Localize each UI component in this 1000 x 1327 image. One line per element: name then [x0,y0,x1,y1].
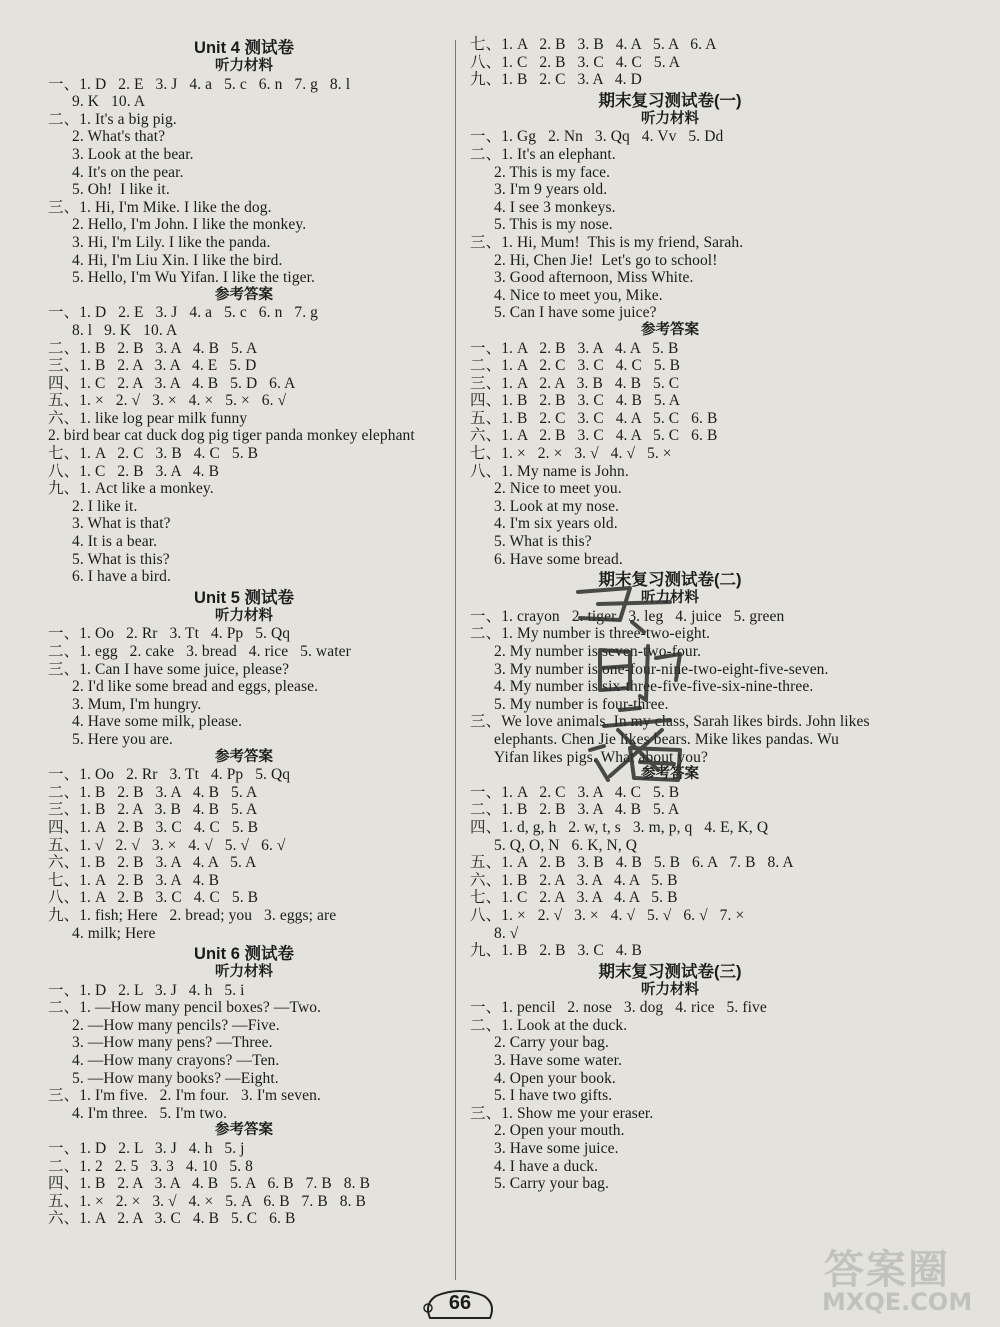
answer-line: 七、1. C 2. A 3. A 4. A 5. B [470,889,678,907]
answer-line: 二、1. My number is three-two-eight. [470,625,711,643]
answer-line: 七、1. × 2. × 3. √ 4. √ 5. × [470,445,672,463]
page-number [420,1288,500,1322]
answer-line: 三、1. Hi, Mum! This is my friend, Sarah. [470,233,744,251]
answer-line: 4. Nice to meet you, Mike. [494,286,663,304]
answer-line: 3. My number is one-four-nine-two-eight-five-seven. [494,660,829,678]
answer-line: 4. Have some milk, please. [72,713,243,731]
answer-line: 一、1. A 2. C 3. A 4. C 5. B [470,783,680,801]
answer-line: 二、1. B 2. B 3. A 4. B 5. A [48,783,258,801]
answer-line: 一、1. crayon 2. tiger 3. leg 4. juice 5. green [470,607,785,625]
answer-line: 一、1. D 2. L 3. J 4. h 5. j [48,1140,245,1158]
answer-line: 七、1. A 2. B 3. B 4. A 5. A 6. A [470,36,717,53]
answer-line: 三、1. Hi, I'm Mike. I like the dog. [48,198,272,216]
answer-line: 3. I'm 9 years old. [494,181,608,199]
answer-line: 2. I like it. [72,497,138,515]
answer-line: 四、1. B 2. B 3. C 4. B 5. A [470,392,681,410]
answer-line: 5. What is this? [72,550,170,568]
answer-line: 三、We love animals. In my class, Sarah likes birds. John likes elephants. Chen Jie likes bears. Mike likes pandas. Wu Yifan likes pigs. What about you? [470,713,870,766]
answer-line: 5. Oh! I like it. [72,181,170,199]
answer-line: 4. Hi, I'm Liu Xin. I like the bird. [72,251,283,269]
section-subtitle: 参考答案 [215,286,273,303]
answer-line: 3. Good afternoon, Miss White. [494,269,694,287]
answer-line: 8. l 9. K 10. A [72,321,178,339]
answer-line: 九、1. B 2. B 3. C 4. B [470,942,642,960]
answer-line: 二、1. B 2. B 3. A 4. B 5. A [48,339,258,357]
answer-line: 3. Have some water. [494,1052,623,1070]
answer-line: 六、1. B 2. B 3. A 4. A 5. A [48,854,257,872]
watermark-en: MXQE.COM [822,1288,973,1316]
answer-line: 4. It's on the pear. [72,163,184,181]
answer-line: 2. Hi, Chen Jie! Let's go to school! [494,251,718,269]
answer-line: 二、1. 2 2. 5 3. 3 4. 10 5. 8 [48,1157,253,1175]
answer-line: 二、1. egg 2. cake 3. bread 4. rice 5. water [48,643,351,660]
answer-line: 4. I'm three. 5. I'm two. [72,1104,228,1122]
answer-line: 3. Hi, I'm Lily. I like the panda. [72,233,271,251]
answer-line: 2. bird bear cat duck dog pig tiger panda monkey elephant [48,427,415,445]
section-subtitle: 参考答案 [641,321,699,338]
answer-line: 2. I'd like some bread and eggs, please. [72,678,319,696]
answer-line: 3. Look at the bear. [72,145,194,163]
answer-line: 三、1. A 2. A 3. B 4. B 5. C [470,374,680,392]
section-subtitle: 听力材料 [641,110,699,127]
section-subtitle: 听力材料 [215,58,273,74]
section-title: 期末复习测试卷(三) [598,962,742,981]
answer-line: 二、1. B 2. B 3. A 4. B 5. A [470,801,680,819]
section-subtitle: 听力材料 [641,981,699,998]
answer-line: 2. Carry your bag. [494,1034,610,1052]
answer-line: 3. Mum, I'm hungry. [72,695,202,713]
answer-line: 4. I have a duck. [494,1157,599,1175]
answer-line: 六、1. B 2. A 3. A 4. A 5. B [470,871,678,889]
section-subtitle: 听力材料 [641,590,699,607]
answer-line: 4. Open your book. [494,1069,616,1087]
answer-line: 五、1. A 2. B 3. B 4. B 5. B 6. A 7. B 8. A [470,854,794,872]
answer-line: 3. —How many pens? —Three. [72,1034,273,1052]
answer-line: 五、1. × 2. √ 3. × 4. × 5. × 6. √ [48,392,287,410]
answer-line: 八、1. × 2. √ 3. × 4. √ 5. √ 6. √ 7. × [470,906,745,924]
answer-line: 一、1. D 2. E 3. J 4. a 5. c 6. n 7. g 8. l [48,75,351,93]
answer-line: 八、1. C 2. B 3. C 4. C 5. A [470,53,681,71]
answer-line: 5. Q, O, N 6. K, N, Q [494,836,638,854]
answer-line: 三、1. Can I have some juice, please? [48,660,290,678]
answer-line: 5. —How many books? —Eight. [72,1069,279,1087]
answer-line: 2. Nice to meet you. [494,480,622,498]
answer-line: 九、1. fish; Here 2. bread; you 3. eggs; are [48,906,337,924]
answer-line: 4. My number is six-three-five-five-six-nine-three. [494,678,814,696]
answer-line: 一、1. D 2. E 3. J 4. a 5. c 6. n 7. g [48,304,319,322]
section-title: 期末复习测试卷(一) [598,91,742,110]
section-title: Unit 5 测试卷 [194,588,294,607]
answer-line: 3. Have some juice. [494,1140,619,1158]
answer-line: 8. √ [494,924,519,942]
answer-line: 三、1. Show me your eraser. [470,1104,654,1122]
answer-line: 二、1. A 2. C 3. C 4. C 5. B [470,357,681,375]
answer-line: 七、1. A 2. C 3. B 4. C 5. B [48,445,259,463]
answer-line: 5. I have two gifts. [494,1087,613,1105]
section-title: Unit 4 测试卷 [194,39,294,57]
answer-line: 5. Can I have some juice? [494,304,657,322]
answer-line: 2. —How many pencils? —Five. [72,1016,280,1034]
section-subtitle: 参考答案 [215,748,273,765]
answer-line: 三、1. B 2. A 3. B 4. B 5. A [48,801,258,819]
answer-line: 六、1. A 2. B 3. C 4. A 5. C 6. B [470,427,718,445]
watermark-cn: 答案圈 [824,1247,950,1293]
answer-line: 八、1. My name is John. [470,462,629,480]
answer-line: 五、1. × 2. × 3. √ 4. × 5. A 6. B 7. B 8. B [48,1192,366,1210]
answer-line: 三、1. B 2. A 3. A 4. E 5. D [48,357,257,375]
site-watermark [818,1238,998,1324]
answer-line: 二、1. Look at the duck. [470,1016,628,1034]
answer-line: 八、1. A 2. B 3. C 4. C 5. B [48,889,259,907]
answer-line: 九、1. Act like a monkey. [48,480,214,498]
handwritten-stamp [560,580,700,790]
answer-line: 3. What is that? [72,515,171,533]
answer-line: 一、1. Oo 2. Rr 3. Tt 4. Pp 5. Qq [48,766,291,784]
answer-line: 四、1. C 2. A 3. A 4. B 5. D 6. A [48,374,296,392]
answer-line: 5. This is my nose. [494,216,613,234]
answer-line: 二、1. It's an elephant. [470,145,616,163]
answer-line: 2. My number is seven-two-four. [494,643,702,660]
section-subtitle: 听力材料 [215,607,273,624]
answer-line: 一、1. Oo 2. Rr 3. Tt 4. Pp 5. Qq [48,625,291,643]
answer-line: 5. Hello, I'm Wu Yifan. I like the tiger. [72,269,316,287]
answer-line: 二、1. It's a big pig. [48,110,177,128]
answer-line: 4. I see 3 monkeys. [494,198,616,216]
answer-line: 5. Here you are. [72,730,174,748]
answer-line: 一、1. D 2. L 3. J 4. h 5. i [48,981,245,999]
answer-line: 4. I'm six years old. [494,515,618,533]
section-subtitle: 听力材料 [215,964,273,981]
answer-line: 六、1. like log pear milk funny [48,409,248,427]
column-divider [455,40,456,1280]
section-subtitle: 参考答案 [641,766,699,783]
answer-line: 4. It is a bear. [72,533,158,551]
section-subtitle: 参考答案 [215,1122,273,1139]
answer-line: 四、1. B 2. A 3. A 4. B 5. A 6. B 7. B 8. B [48,1175,371,1193]
answer-line: 5. What is this? [494,533,592,551]
answer-line: 6. I have a bird. [72,568,171,586]
answer-line: 二、1. —How many pencil boxes? —Two. [48,999,322,1017]
answer-line: 6. Have some bread. [494,550,623,568]
section-title: Unit 6 测试卷 [194,945,294,964]
answer-line: 2. What's that? [72,128,166,146]
answer-line: 四、1. d, g, h 2. w, t, s 3. m, p, q 4. E, K, Q [470,818,769,836]
answer-line: 八、1. C 2. B 3. A 4. B [48,462,220,480]
page-number-text: 66 [448,1292,472,1314]
answer-line: 六、1. A 2. A 3. C 4. B 5. C 6. B [48,1210,296,1228]
answer-line: 五、1. B 2. C 3. C 4. A 5. C 6. B [470,409,718,427]
answer-line: 2. Open your mouth. [494,1122,625,1140]
answer-line: 九、1. B 2. C 3. A 4. D [470,71,642,89]
answer-line: 2. This is my face. [494,163,611,181]
answer-line: 4. milk; Here [72,924,156,942]
answer-line: 七、1. A 2. B 3. A 4. B [48,871,220,889]
answer-line: 9. K 10. A [72,93,146,111]
answer-line: 一、1. A 2. B 3. A 4. A 5. B [470,339,679,357]
answer-line: 3. Look at my nose. [494,497,620,515]
answer-line: 五、1. √ 2. √ 3. × 4. √ 5. √ 6. √ [48,836,286,854]
answer-line: 一、1. Gg 2. Nn 3. Qq 4. Vv 5. Dd [470,128,724,146]
answer-line: 三、1. I'm five. 2. I'm four. 3. I'm seven. [48,1087,321,1105]
answer-line: 一、1. pencil 2. nose 3. dog 4. rice 5. five [470,999,767,1017]
section-title: 期末复习测试卷(二) [598,571,742,590]
answer-line: 4. —How many crayons? —Ten. [72,1052,280,1070]
answer-line: 2. Hello, I'm John. I like the monkey. [72,216,307,234]
answer-line: 5. Carry your bag. [494,1175,610,1193]
answer-line: 5. My number is four-three. [494,695,669,713]
left-column [48,36,440,1228]
answer-line: 四、1. A 2. B 3. C 4. C 5. B [48,818,259,836]
